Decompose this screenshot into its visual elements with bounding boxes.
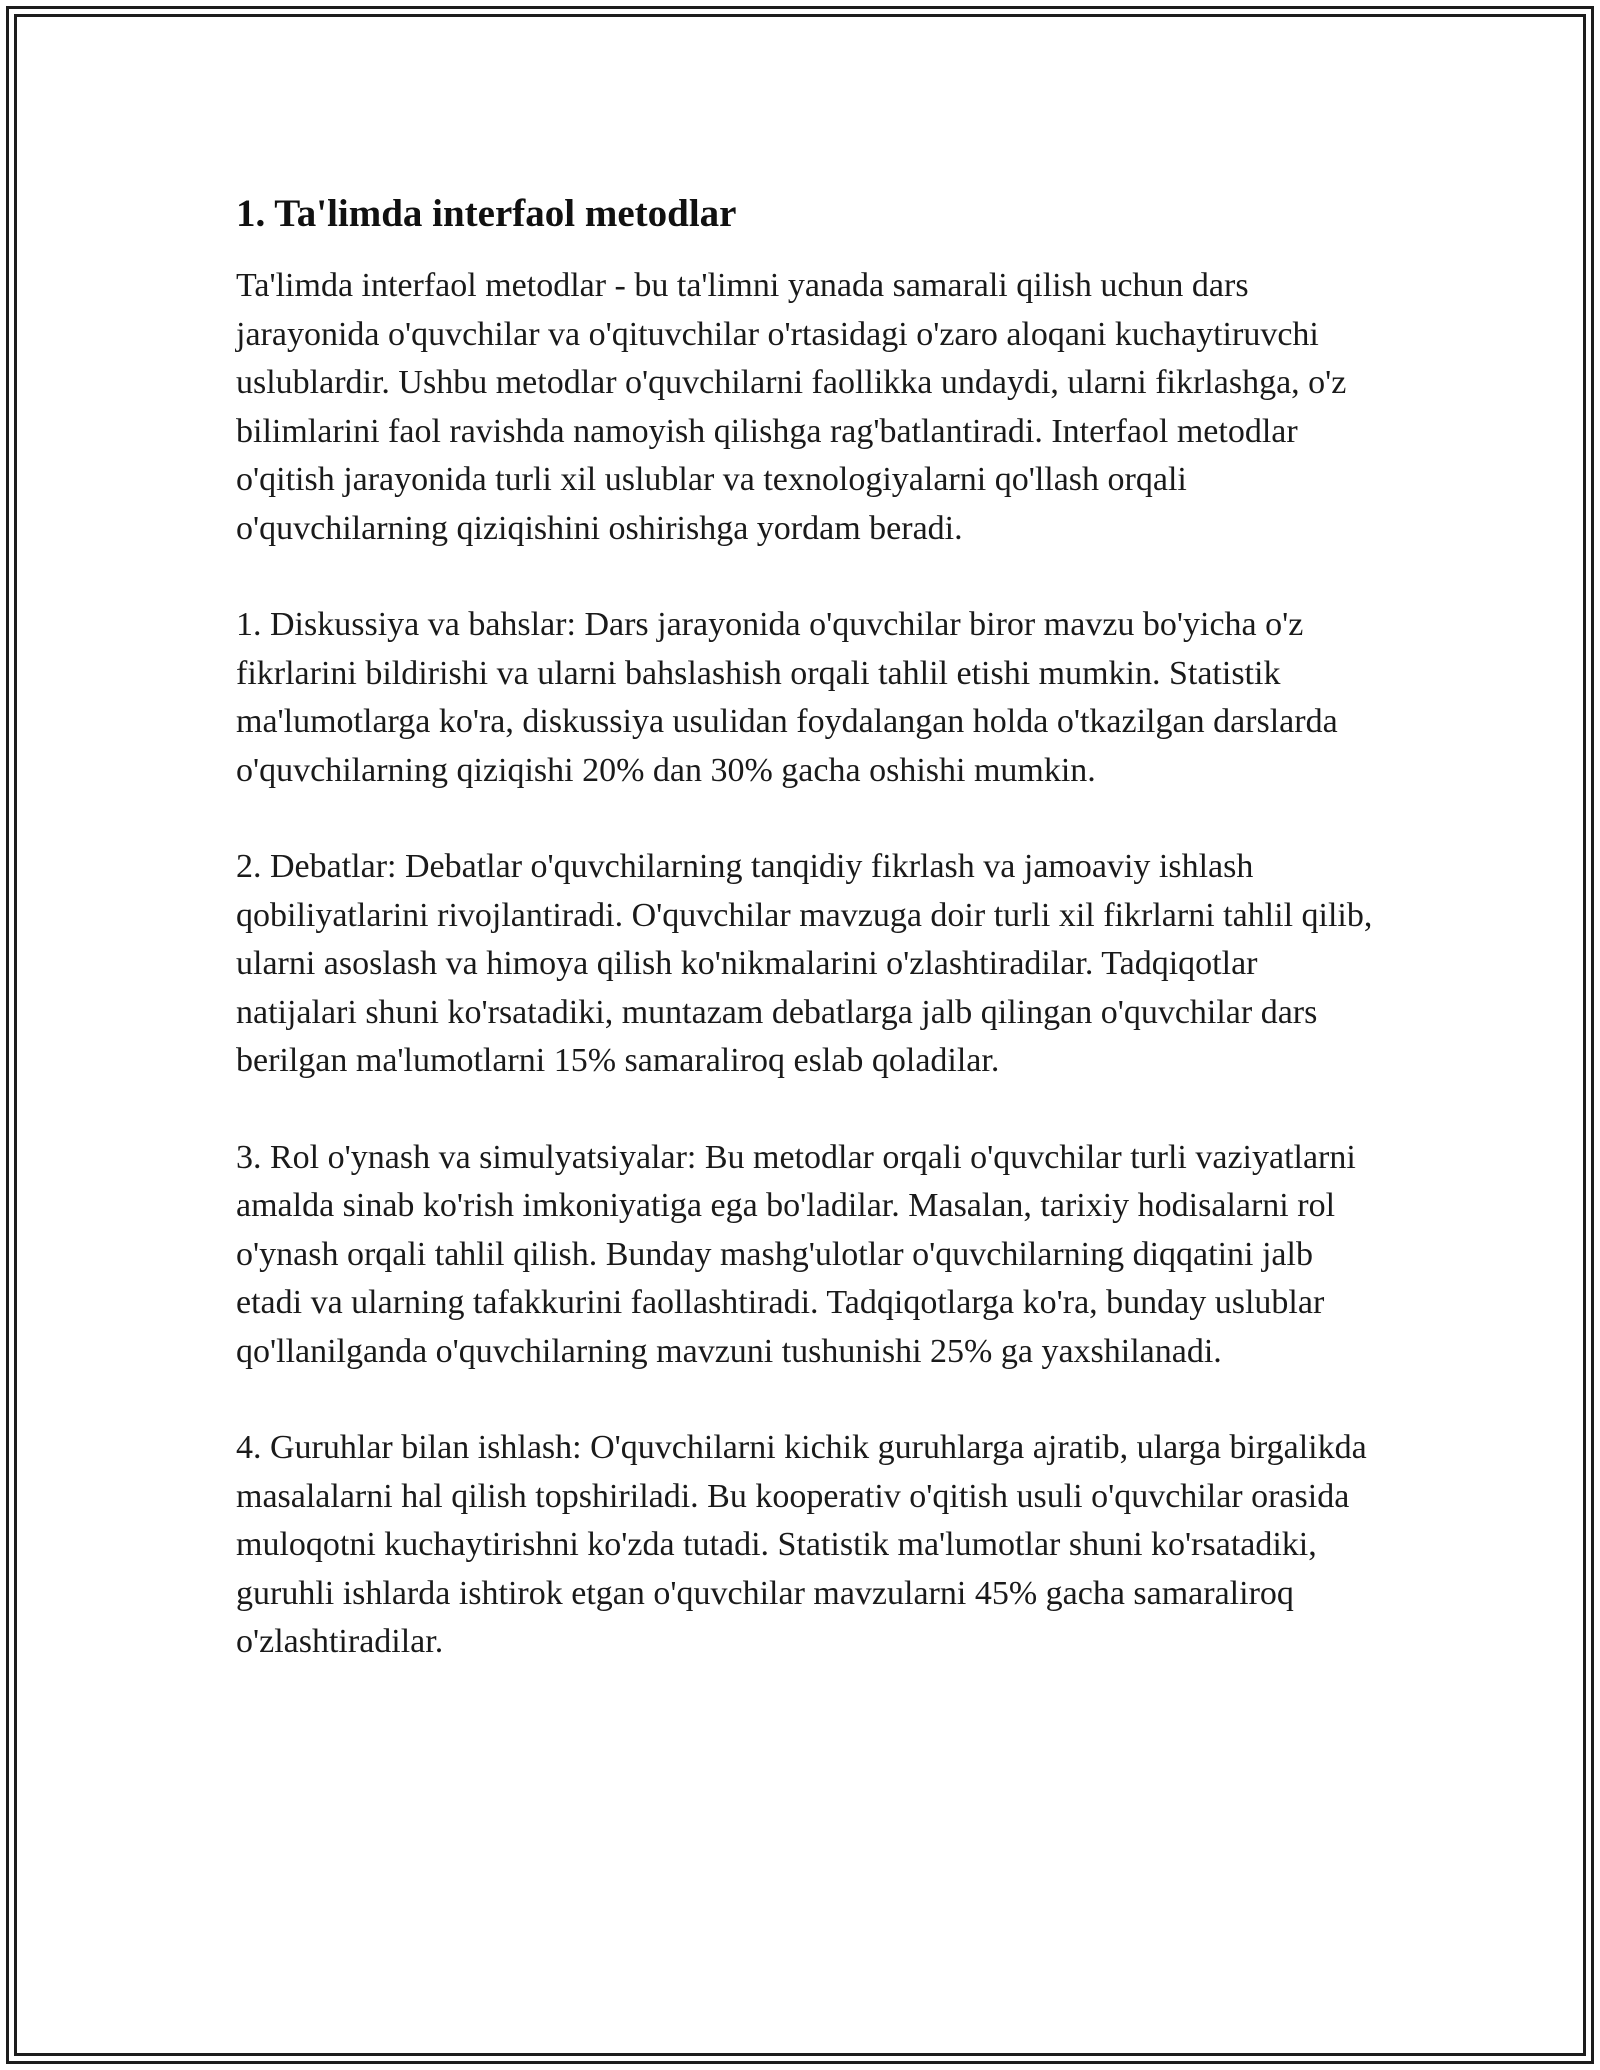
document-content: [236, 186, 1386, 1667]
section-heading: 1. Ta'limda interfaol metodlar: [236, 192, 737, 235]
debates-paragraph: 2. Debatlar: Debatlar o'quvchilarning tanqidiy fikrlash va jamoaviy ishlash qobiliyatlarini rivojlantiradi. O'quvchilar mavzuga doir turli xil fikrlarni tahlil qilib, ularni asoslash va himoya qilish ko'nikmalarini o'zlashtiradilar. Tadqiqotlar natijalari shuni ko'rsatadiki, muntazam debatlarga jalb qilingan o'quvchilar dars berilgan ma'lumotlarni 15% samaraliroq eslab qoladilar.: [236, 848, 1373, 1079]
discussion-paragraph: 1. Diskussiya va bahslar: Dars jarayonida o'quvchilar biror mavzu bo'yicha o'z fikrlarini bildirishi va ularni bahslashish orqali tahlil etishi mumkin. Statistik ma'lumotlarga ko'ra, diskussiya usulidan foydalangan holda o'tkazilgan darslarda o'quvchilarning qiziqishi 20% dan 30% gacha oshishi mumkin.: [236, 606, 1338, 789]
role-play-paragraph: 3. Rol o'ynash va simulyatsiyalar: Bu metodlar orqali o'quvchilar turli vaziyatlarni amalda sinab ko'rish imkoniyatiga ega bo'ladilar. Masalan, tarixiy hodisalarni rol o'ynash orqali tahlil qilish. Bunday mashg'ulotlar o'quvchilarning diqqatini jalb etadi va ularning tafakkurini faollashtiradi. Tadqiqotlarga ko'ra, bunday uslublar qo'llanilganda o'quvchilarning mavzuni tushunishi 25% ga yaxshilanadi.: [236, 1138, 1356, 1370]
group-work-paragraph: 4. Guruhlar bilan ishlash: O'quvchilarni kichik guruhlarga ajratib, ularga birgalikda masalalarni hal qilish topshiriladi. Bu kooperativ o'qitish usuli o'quvchilar orasida muloqotni kuchaytirishni ko'zda tutadi. Statistik ma'lumotlar shuni ko'rsatadiki, guruhli ishlarda ishtirok etgan o'quvchilar mavzularni 45% gacha samaraliroq o'zlashtiradilar.: [236, 1429, 1367, 1660]
intro-paragraph: Ta'limda interfaol metodlar - bu ta'limni yanada samarali qilish uchun dars jarayonida o'quvchilar va o'qituvchilar o'rtasidagi o'zaro aloqani kuchaytiruvchi uslublardir. Ushbu metodlar o'quvchilarni faollikka undaydi, ularni fikrlashga, o'z bilimlarini faol ravishda namoyish qilishga rag'batlantiradi. Interfaol metodlar o'qitish jarayonida turli xil uslublar va texnologiyalarni qo'llash orqali o'quvchilarning qiziqishini oshirishga yordam beradi.: [236, 267, 1347, 547]
